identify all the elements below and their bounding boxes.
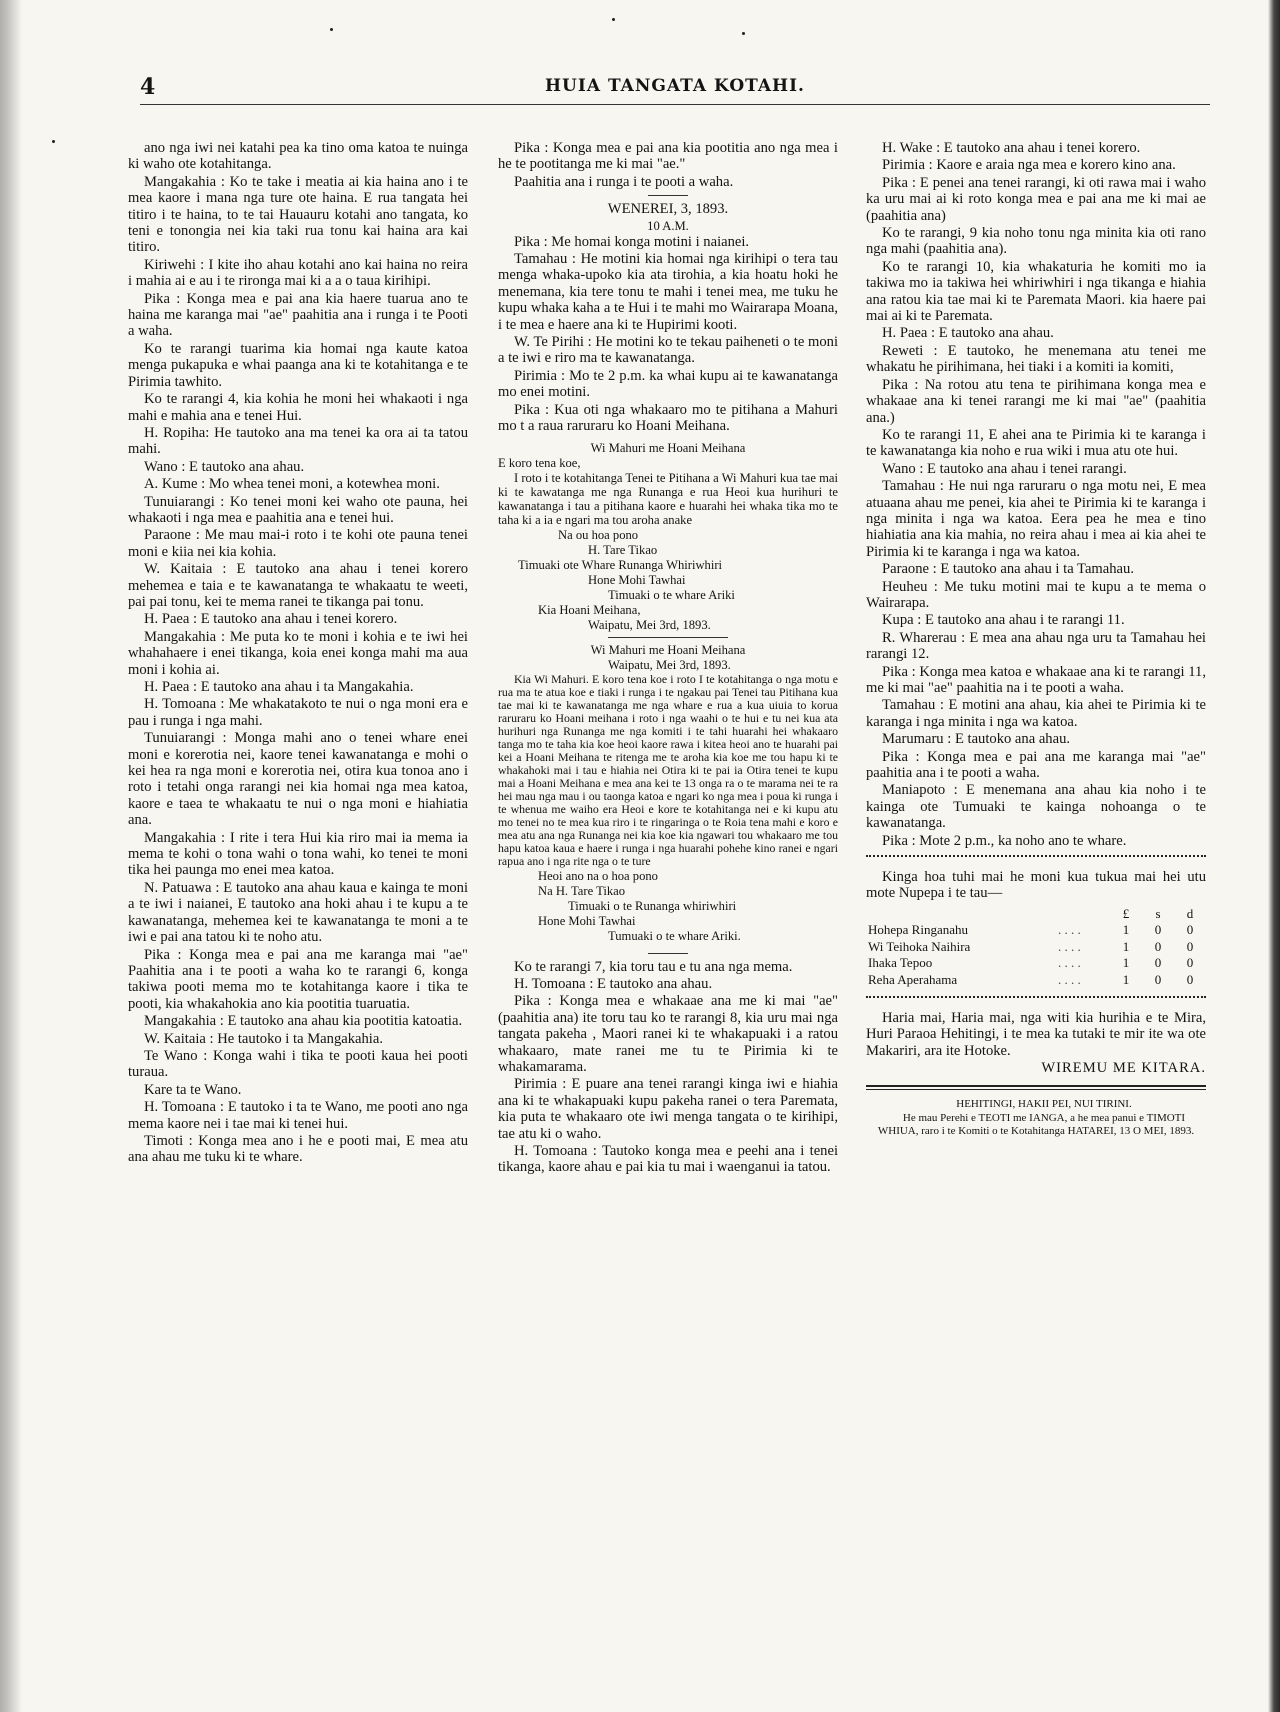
paragraph: H. Tomoana : Tautoko konga mea e peehi ana i tenei tikanga, kaore ahau e pai kia tu mai i waenganui ia tatou.: [498, 1142, 838, 1176]
paragraph: Ko te rarangi 11, E ahei ana te Pirimia ki te karanga i te kawanatanga kia noho e rua wiki i mua atu ote hui.: [866, 426, 1206, 460]
paragraph: Kare ta te Wano.: [144, 1081, 242, 1098]
wavy-divider: [866, 996, 1206, 1004]
paragraph: Heuheu : Me tuku motini mai te kupu a te mema o Wairarapa.: [866, 578, 1206, 611]
divider: [648, 195, 688, 196]
divider: [608, 637, 728, 638]
amount-shillings: 0: [1154, 938, 1162, 954]
paragraph: Mangakahia : Ko te take i meatia ai kia haina ano i te mea kaore i mana nga ture ote haina. E rua tangata hei titiro i te haina, to te tai Hauauru kotahi ano tangata, ko teni e tonongia nei kia taki rua tonu kai haina ara kai titiro.: [128, 173, 468, 256]
letter-heading: Wi Mahuri me Hoani Meihana: [590, 440, 746, 455]
session-date: WENEREI, 3, 1893.: [607, 201, 729, 218]
scan-speck: [742, 32, 745, 35]
donor-name: Reha Aperahama: [868, 971, 958, 987]
donor-name: Ihaka Tepoo: [868, 955, 933, 971]
letter-addressee: Kia Hoani Meihana,: [538, 602, 641, 617]
scan-edge-left: [0, 0, 22, 1712]
paragraph: Te Wano : Konga wahi i tika te pooti kaua hei pooti turaua.: [128, 1047, 468, 1081]
paragraph: Pirimia : E puare ana tenei rarangi kinga iwi e hiahia ana ki te whakapuaki kupu pakeha ranei o tera Paremata, kia puta te whakaaro ote iwi menga tangata o te kirihipi, tae atu ki o waho.: [498, 1076, 838, 1142]
scan-speck: [612, 18, 615, 21]
scan-edge-right: [1268, 0, 1280, 1712]
paragraph: Tamahau : E motini ana ahau, kia ahei te Pirimia ki te karanga i nga minita i nga wa katoa.: [866, 697, 1206, 730]
paragraph: Ko te rarangi 7, kia toru tau e tu ana nga mema.: [514, 958, 793, 975]
letter-signatory-role: Timuaki o te Runanga whiriwhiri: [568, 898, 737, 913]
letter-closing: Heoi ano na o hoa pono: [538, 868, 658, 883]
wavy-divider: [866, 855, 1206, 863]
donation-row: [866, 939, 1206, 955]
amount-pounds: 1: [1122, 922, 1130, 938]
leader-dots: . . . .: [1058, 922, 1081, 938]
paragraph: Pirimia : Mo te 2 p.m. ka whai kupu ai te kawanatanga mo enei motini.: [498, 367, 838, 401]
scan-speck: [52, 140, 55, 143]
paragraph: Ko te rarangi, 9 kia noho tonu nga minita kia oti rano nga mahi (paahitia ana).: [866, 225, 1206, 258]
column-2-bottom: [498, 959, 838, 1176]
session-time: 10 A.M.: [647, 218, 689, 233]
paragraph: Tamahau : He motini kia homai nga kirihipi o tera tau menga whaka-upoko kia ata tirohia, a kia hoatu hoki he menemana, kia tere tonu te mahi i tenei mea, me tuku he kupu whaka kaha a te Hui i te mahi mo Wairarapa Moana, i te mea e haere ana ki te Hupirimi kooti.: [498, 251, 838, 333]
donor-name: Hohepa Ringanahu: [868, 922, 969, 938]
paragraph: H. Tomoana : Me whakatakoto te nui o nga moni era e pau i runga i nga mahi.: [128, 696, 468, 729]
donations-table: [866, 906, 1206, 988]
paragraph: Tunuiarangi : Monga mahi ano o tenei whare enei moni e korerotia nei, kaore tenei kawanatanga e mohi o kei hea ra nga moni e korerotia nei, otira kua tonoa ano i roto i tetahi onga rarangi nei kia homai nga mea katoa, kaore e taea te whakaatu te nui o nga moni e hiahiatia ana.: [128, 730, 468, 829]
letter-place-date: Waipatu, Mei 3rd, 1893.: [588, 617, 711, 632]
divider: [648, 953, 688, 954]
page-header: [140, 70, 1210, 105]
donation-row: [866, 922, 1206, 938]
column-3: [866, 140, 1206, 1139]
paragraph: N. Patuawa : E tautoko ana ahau kaua e kainga te moni a te iwi i naianei, E tautoko ana hoki ahau i te kupu a te kawanatanga, mehemea kei te kawanatanga te moni a te iwi e pai ana tatou ki te noho atu.: [128, 879, 468, 946]
paragraph: Paahitia ana i runga i te pooti a waha.: [514, 173, 734, 190]
letter-signatory: Na H. Tare Tikao: [538, 883, 626, 898]
notice-signature: WIREMU ME KITARA.: [1041, 1060, 1206, 1077]
letter-signatory: Hone Mohi Tawhai: [588, 572, 686, 587]
amount-shillings: 0: [1154, 955, 1162, 971]
paragraph: Pika : E penei ana tenei rarangi, ki oti rawa mai i waho ka uru mai ai ki roto konga mea e pai ana me ki mai ae (paahitia ana): [866, 174, 1206, 224]
currency-pounds: £: [1122, 905, 1130, 921]
letter-body: Kia Wi Mahuri. E koro tena koe i roto I te kotahitanga o nga motu e rua ma te atua koe e tiaki i runga i te ngakau pai Tenei tau Pitihana kua tae mai ki te kawanatanga me nga whare e rua a kua uiuia to korua raruraru ko Hoani meihana i roto i nga waahi o te hui e tu nei kua ata hurihuri nga Runanga me nga komiti i te tahi huarahi hei whakaaro tanga mo te taha kia koe heoi kaore rawa i kitea heoi ano te huarahi pai kei a Hoani Meihana te ritenga me te aroha kia koe me tou hapu ki te whakahoki mai i tau e hiahia nei Otira ki te pai ia Otira tenei te kupu mai a Hoani Meihana e mea ana kei te 13 onga ra o te marama nei te ra hei mau nga mau i ou taonga katoa e ngari ko nga mea i poua ki runga i te whenua me waiho era Heoi e kore te kotahitanga nei e ki kupu atu mo tenei no te mea kua riro i te ringaringa o te Roia tena mahi e koro e mea atu ana nga Runanga nei kia koe kia ngawari tou whakaaro me tou hapu katoa kaua e haere i runga i nga huarahi pohehe kino ranei e ngari rapua ano i nga rite nga o te ture: [498, 671, 838, 868]
paragraph: Wano : E tautoko ana ahau.: [144, 458, 305, 475]
column-1: [128, 140, 468, 1167]
paragraph: Pika : Konga mea e pai ana kia pootitia ano nga mea i he te pootitanga me ki mai "ae.": [498, 140, 838, 173]
paragraph: Pika : Mote 2 p.m., ka noho ano te whare.: [882, 832, 1127, 849]
currency-shillings: s: [1155, 905, 1161, 921]
paragraph: Kiriwehi : I kite iho ahau kotahi ano kai haina no reira i mahia ai e au i te rironga mai ki a a o taua kirihipi.: [128, 256, 468, 290]
mill-notice: Haria mai, Haria mai, nga witi kia hurihia e te Mira, Huri Paraoa Hehitingi, i te mea ka tutaki te mir ite wa ote Makariri, ara ite Hotoke.: [866, 1009, 1206, 1059]
paragraph: Ko te rarangi 10, kia whakaturia he komiti mo ia takiwa mo ia takiwa hei whiriwhiri i nga tikanga e hiahia ana ratou kia tae mai ki te Paremata Maori. kia haere pai mai ai ki te Paremata.: [866, 258, 1206, 325]
paragraph: H. Ropiha: He tautoko ana ma tenei ka ora ai ta tatou mahi.: [128, 424, 468, 458]
column-3-motions: [866, 140, 1206, 849]
paragraph: Paraone : E tautoko ana ahau i ta Tamahau.: [882, 561, 1134, 578]
amount-pence: 0: [1186, 938, 1194, 954]
amount-pounds: 1: [1122, 938, 1130, 954]
letter-signatory-role: Timuaki ote Whare Runanga Whiriwhiri: [518, 557, 723, 572]
letter-signatory-role: Timuaki o te whare Ariki: [608, 587, 735, 602]
donation-row: [866, 972, 1206, 988]
paragraph: Marumaru : E tautoko ana ahau.: [882, 731, 1071, 748]
paragraph: Tunuiarangi : Ko tenei moni kei waho ote pauna, hei whakaoti i nga mea e paahitia ana e tenei hui.: [128, 493, 468, 526]
donations-intro: Kinga hoa tuhi mai he moni kua tukua mai hei utu mote Nupepa i te tau—: [866, 869, 1206, 902]
leader-dots: . . . .: [1058, 955, 1081, 971]
paragraph: Ko te rarangi 4, kia kohia he moni hei whakaoti i nga mahi e mahia ana e tenei Hui.: [128, 391, 468, 424]
paragraph: Tamahau : He nui nga raruraru o nga motu nei, E mea atuaana ahau me penei, kia ahei te Pirimia ki te karanga i nga minita i nga wa katoa. Eera pea he mea e tino hiahiatia ana kia mahia, no reira ahau i mea ai kia ahei te Pirimia ki te karanga i nga wa katoa.: [866, 478, 1206, 560]
paragraph: Pika : Konga mea katoa e whakaae ana ki te rarangi 11, me ki mai "ae" paahitia na i te pooti a waha.: [866, 663, 1206, 696]
paragraph: Kupa : E tautoko ana ahau i te rarangi 11.: [882, 612, 1125, 629]
amount-pence: 0: [1186, 971, 1194, 987]
paragraph: Mangakahia : I rite i tera Hui kia riro mai ia mema ia mema te kohi o tona wahi o tona wahi, ko tenei te moni tika hei paunga mo enei mea katoa.: [128, 829, 468, 879]
amount-shillings: 0: [1154, 971, 1162, 987]
paragraph: R. Wharerau : E mea ana ahau nga uru ta Tamahau hei rarangi 12.: [866, 629, 1206, 663]
letter-signatory-role: Tumuaki o te whare Ariki.: [608, 928, 741, 943]
donation-row: [866, 955, 1206, 971]
donations-header-row: [866, 906, 1206, 922]
amount-pounds: 1: [1122, 971, 1130, 987]
donor-name: Wi Teihoka Naihira: [868, 938, 971, 954]
paragraph: Reweti : E tautoko, he menemana atu tenei me whakatu he pirihimana, hei tiaki i a komiti ia komiti,: [866, 342, 1206, 376]
paragraph: Mangakahia : Me puta ko te moni i kohia e te iwi hei whahahaere i enei tikanga, koia enei konga mahi ma aua moni i kohia ai.: [128, 628, 468, 678]
amount-pence: 0: [1186, 922, 1194, 938]
leader-dots: . . . .: [1058, 938, 1081, 954]
letter-2: [498, 643, 838, 943]
double-rule: [866, 1085, 1206, 1090]
paragraph: Pika : Konga mea e pai ana kia haere tuarua ano te haina me karanga mai "ae" paahitia ana i runga i te Pooti a waha.: [128, 290, 468, 340]
paragraph: Ko te rarangi tuarima kia homai nga kaute katoa menga pukapuka e whai paanga ana ki te kotahitanga e te Pirimia tawhito.: [128, 340, 468, 390]
paragraph: Timoti : Konga mea ano i he e pooti mai, E mea atu ana ahau me tuku ki te whare.: [128, 1132, 468, 1166]
column-2: [498, 140, 838, 1177]
scan-speck: [330, 28, 333, 31]
paragraph: H. Paea : E tautoko ana ahau i ta Mangakahia.: [144, 679, 414, 695]
letter-signatory: H. Tare Tikao: [588, 542, 658, 557]
paragraph: H. Paea : E tautoko ana ahau i tenei korero.: [144, 611, 398, 628]
paragraph: Pika : Kua oti nga whakaaro mo te pitihana a Mahuri mo t a raua raruraru ko Hoani Meihana.: [498, 401, 838, 435]
paragraph: Mangakahia : E tautoko ana ahau kia pootitia katoatia.: [144, 1013, 463, 1030]
paragraph: Pika : Konga mea e pai ana me karanga mai "ae" Paahitia ana i te pooti a waha ko te rarangi 6, konga takiwa pooti mema mo te kotahitanga kaore i tika te pooti, kia whakahokia ano kia pootitia tuaruatia.: [128, 946, 468, 1012]
letter-closing: Na ou hoa pono: [558, 527, 639, 542]
letter-signatory: Hone Mohi Tawhai: [538, 913, 636, 928]
running-title: HUIA TANGATA KOTAHI.: [545, 76, 805, 96]
paragraph: A. Kume : Mo whea tenei moni, a kotewhea moni.: [144, 476, 440, 493]
imprint-line: HEHITINGI, HAKII PEI, NUI TIRINI.: [956, 1097, 1132, 1110]
amount-pounds: 1: [1122, 955, 1130, 971]
paragraph: H. Tomoana : E tautoko ana ahau.: [514, 975, 713, 992]
paragraph: W. Kaitaia : E tautoko ana ahau i tenei korero mehemea e taia e te kawanatanga te whakaatu te weeti, pai pai tonu, kei te mema ranei te tikanga pai tonu.: [128, 561, 468, 610]
paragraph: W. Te Pirihi : He motini ko te tekau paiheneti o te moni a te iwi e riro ma te kawanatanga.: [498, 334, 838, 367]
paragraph: W. Kaitaia : He tautoko i ta Mangakahia.: [144, 1030, 383, 1047]
letter-body: I roto i te kotahitanga Tenei te Pitihana a Wi Mahuri kua tae mai ki te kawatanga me nga Runanga e rua Heoi kua hurihuri te kawanatanga i tau a pitihana kaore e huarahi hei whaka tika mo te taha ki a ia e ngari ma tou aroha anake: [498, 470, 838, 527]
paragraph: H. Tomoana : E tautoko i ta te Wano, me pooti ano nga mema kaore nei i tae mai ki tenei hui.: [128, 1099, 468, 1132]
letter-place-date: Waipatu, Mei 3rd, 1893.: [608, 657, 731, 672]
paragraph: Pika : Konga mea e pai ana me karanga mai "ae" paahitia ana i te pooti a waha.: [866, 748, 1206, 782]
paragraph: ano nga iwi nei katahi pea ka tino oma katoa te nuinga ki waho ote kotahitanga.: [128, 140, 468, 173]
paragraph: H. Wake : E tautoko ana ahau i tenei korero.: [882, 140, 1141, 156]
page-number: 4: [140, 74, 156, 100]
paragraph: H. Paea : E tautoko ana ahau.: [882, 325, 1054, 342]
paragraph: Pika : Na rotou atu tena te pirihimana konga mea e whakaae ana ki tenei rarangi me ki mai "ae" (paahitia ana.): [866, 376, 1206, 426]
currency-pence: d: [1186, 905, 1194, 921]
paragraph: Pika : Konga mea e whakaae ana me ki mai "ae" (paahitia ana) ite toru tau ko te rarangi 8, kia uru mai nga tangata pakeha , Maori ranei ki te whakapuaki i a ratou whakaaro, mate ranei me tu te Pirimia ki te whakamarama.: [498, 993, 838, 1075]
letter-salutation: E koro tena koe,: [498, 455, 581, 470]
leader-dots: . . . .: [1058, 971, 1081, 987]
paragraph: Pika : Me homai konga motini i naianei.: [514, 233, 750, 250]
letter-1: [498, 441, 838, 632]
amount-pence: 0: [1186, 955, 1194, 971]
paragraph: Wano : E tautoko ana ahau i tenei rarangi.: [882, 460, 1127, 477]
imprint-line: He mau Perehi e TEOTI me IANGA, a he mea panui e TIMOTI WHIUA, raro i te Komiti o te Kotahitanga HATAREI, 13 O MEI, 1893.: [877, 1111, 1195, 1137]
letter-heading: Wi Mahuri me Hoani Meihana: [590, 642, 746, 657]
amount-shillings: 0: [1154, 922, 1162, 938]
column-2-top: [498, 140, 838, 190]
column-2-motions: [498, 234, 838, 435]
paragraph: Maniapoto : E menemana ana ahau kia noho i te kainga ote Tumuaki te kainga nohoanga o te kawanatanga.: [866, 782, 1206, 832]
paragraph: Pirimia : Kaore e araia nga mea e korero kino ana.: [882, 157, 1176, 174]
paragraph: Paraone : Me mau mai-i roto i te kohi ote pauna tenei moni e kiia nei kia kohia.: [128, 527, 468, 560]
